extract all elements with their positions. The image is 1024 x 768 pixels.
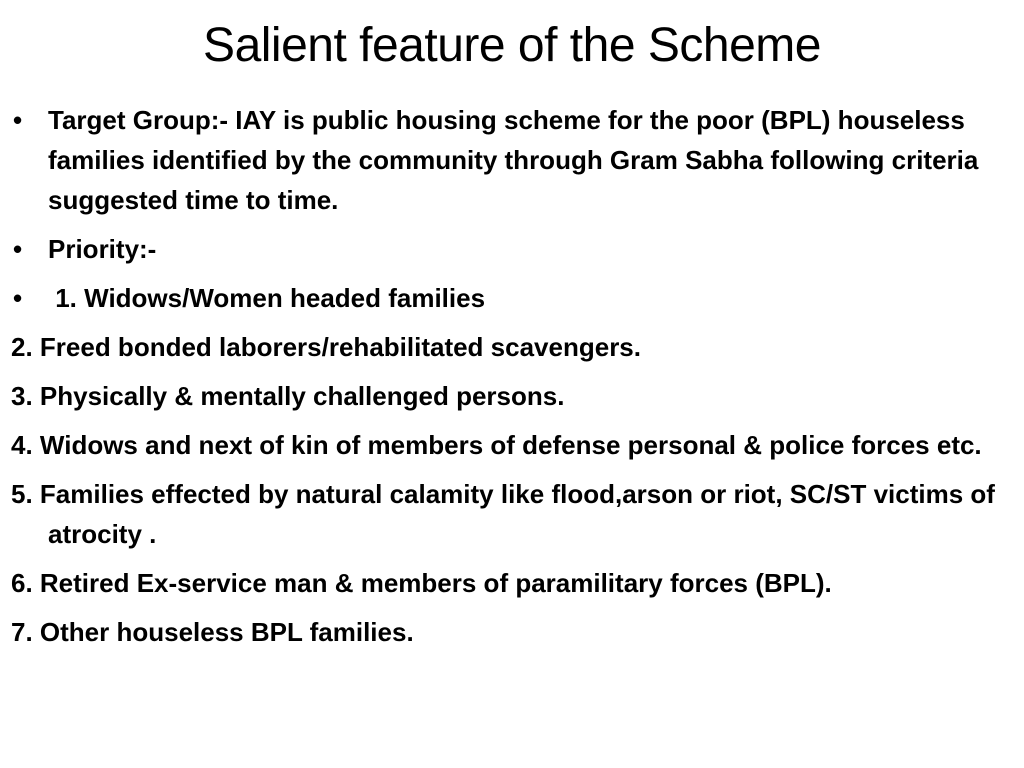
bullet-glyph: • — [13, 234, 23, 264]
bullet-priority-1 — [0, 278, 1010, 318]
priority-item-text: 3. Physically & mentally challenged persons. — [11, 381, 565, 411]
bullet-target-group — [0, 100, 1010, 220]
slide-title: Salient feature of the Scheme — [203, 19, 821, 72]
bullet-priority — [0, 229, 1010, 269]
priority-item-5 — [0, 474, 1010, 554]
priority-item-text: 5. Families effected by natural calamity like flood,arson or riot, SC/ST victims of atrocity . — [11, 479, 995, 549]
priority-item-text: 4. Widows and next of kin of members of defense personal & police forces etc. — [11, 430, 982, 460]
slide-body — [0, 100, 1010, 661]
priority-item-7 — [0, 612, 1010, 652]
priority-item-6 — [0, 563, 1010, 603]
bullet-glyph: • — [13, 105, 23, 135]
bullet-text: Target Group:- IAY is public housing scheme for the poor (BPL) houseless families identified by the community through Gram Sabha following criteria suggested time to time. — [48, 105, 979, 215]
priority-item-3 — [0, 376, 1010, 416]
priority-item-2 — [0, 327, 1010, 367]
priority-item-text: 6. Retired Ex-service man & members of paramilitary forces (BPL). — [11, 568, 832, 598]
bullet-text: 1. Widows/Women headed families — [48, 283, 486, 313]
bullet-text: Priority:- — [48, 234, 157, 264]
bullet-glyph: • — [13, 283, 23, 313]
priority-item-4 — [0, 425, 1010, 465]
priority-item-text: 2. Freed bonded laborers/rehabilitated scavengers. — [11, 332, 641, 362]
priority-item-text: 7. Other houseless BPL families. — [11, 617, 414, 647]
